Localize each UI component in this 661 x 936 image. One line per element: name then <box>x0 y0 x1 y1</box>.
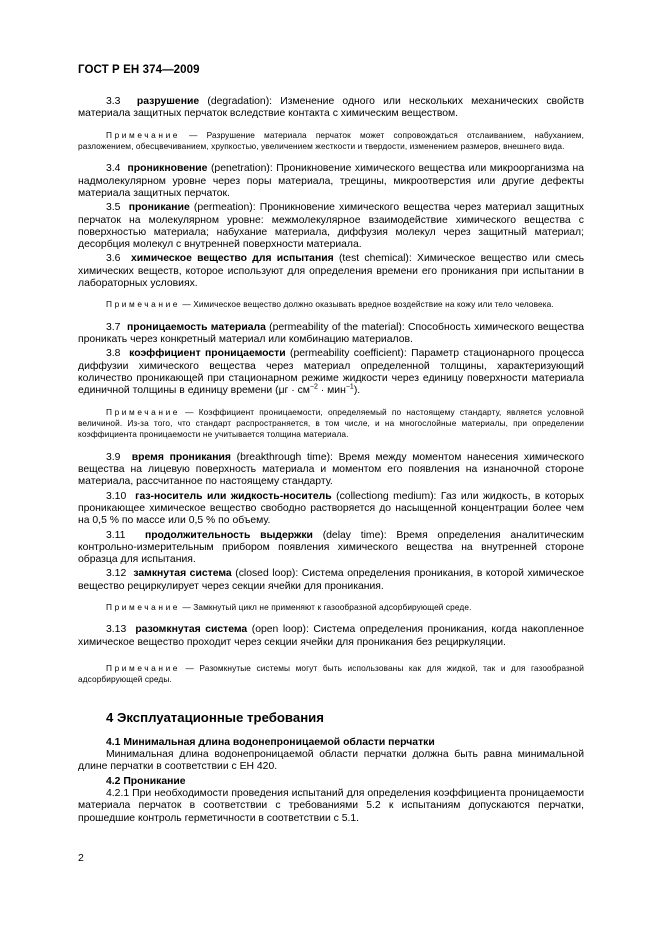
term: проницаемость материала <box>126 321 266 333</box>
note-text: — Химическое вещество должно оказывать вредное воздействие на кожу или тело человека. <box>180 299 554 310</box>
clause-number: 3.10 <box>106 490 127 502</box>
note-label: Примечание <box>106 129 181 140</box>
definition-text: (delay time): Время определения аналитическим контрольно-измерительным прибором появления химического вещества на внутренней стороне образца для испытания. <box>78 529 585 566</box>
definition-3-11 <box>78 530 584 567</box>
definition-3-7 <box>78 322 584 347</box>
clause-number: 3.4 <box>106 163 121 175</box>
note-text: — Разрушение материала перчаток может сопровождаться отслаиванием, набуханием, разложением, обесцвечиванием, хрупкостью, увеличением жесткости и твердости, изменением размеров, внешнего вида. <box>78 129 584 151</box>
note-test-chemical <box>78 299 584 310</box>
section-4-heading: 4 Эксплуатационные требования <box>106 709 324 725</box>
definition-3-12 <box>78 568 584 593</box>
term: время проникания <box>131 451 231 463</box>
definition-3-9 <box>78 452 584 489</box>
term: разомкнутая система <box>135 624 248 636</box>
exponent: −1 <box>345 383 354 391</box>
definition-text: (permeability of the material): Способность химического вещества проникать через конкретный материал или комбинацию материалов. <box>78 321 584 346</box>
term: замкнутая система <box>133 568 232 580</box>
term: продолжительность выдержки <box>144 529 313 541</box>
note-label: Примечание <box>106 602 181 613</box>
definition-text: (open loop): Система определения проникания, когда накопленное химическое вещество проходит через секции ячейки для проникания без рециркуляции. <box>78 624 585 648</box>
note-closed-loop <box>78 602 584 613</box>
clause-number: 3.11 <box>106 529 126 541</box>
page-body <box>78 96 584 827</box>
note-text: — Замкнутый цикл не применяют к газообразной адсорбирующей среде. <box>180 602 472 613</box>
exponent: −2 <box>309 383 318 391</box>
clause-4-2-1-text: 4.2.1 При необходимости проведения испытаний для определения коэффициента проницаемости материала перчаток в соответствии с требованиями 5.2 к испытаниям допускаются перчатки, прошедшие контроль герметичности в соответствии с 5.1. <box>78 788 584 824</box>
term: коэффициент проницаемости <box>129 348 286 360</box>
term: проникание <box>128 202 190 214</box>
definition-3-10 <box>78 491 584 528</box>
definition-text: (degradation): Изменение одного или нескольких механических свойств материала защитных перчаток вследствие контакта с химическим веществом. <box>78 96 584 120</box>
definition-text-cont: · мин <box>317 385 346 397</box>
note-text: — Разомкнутые системы могут быть использованы как для жидкой, так и для газообразной адсорбирующей среды. <box>78 663 584 685</box>
subsection-4-1-title: 4.1 Минимальная длина водонепроницаемой области перчатки <box>106 736 435 748</box>
clause-number: 3.5 <box>106 202 121 214</box>
clause-number: 3.12 <box>106 568 127 580</box>
clause-number: 3.13 <box>106 624 127 636</box>
page-number: 2 <box>78 852 84 864</box>
definition-3-13 <box>78 624 584 649</box>
definition-text: (closed loop): Система определения проникания, в которой химическое вещество рециркулирует через секции ячейки для проникания. <box>78 568 585 592</box>
definition-text: (breakthrough time): Время между моментом нанесения химического вещества на лицевую поверхность материала и моментом его появления на изнаночной стороне материала, рассчитанное по настоящему стандарту. <box>78 451 584 488</box>
clause-number: 3.3 <box>106 96 121 107</box>
definition-text: (collectiong medium): Газ или жидкость, в которых проникающее химическое вещество свободно растворяется до насыщенной концентрации более чем на 0,5 % по массе или 0,5 % по объему. <box>78 490 584 527</box>
subsection-4-1-text: Минимальная длина водонепроницаемой области перчатки должна быть равна минимальной длине перчатки в соответствии с ЕН 420. <box>78 749 584 773</box>
page-header-standard-title: ГОСТ Р ЕН 374—2009 <box>78 64 200 76</box>
note-label: Примечание <box>106 299 181 310</box>
term: проникновение <box>127 163 208 175</box>
clause-number: 3.7 <box>106 321 121 333</box>
note-open-loop <box>78 663 584 686</box>
note-label: Примечание <box>106 663 181 674</box>
clause-number: 3.9 <box>106 451 121 463</box>
definition-3-3 <box>78 96 584 121</box>
clause-number: 3.8 <box>106 348 121 360</box>
definition-text: (penetration): Проникновение химического вещества или микроорганизма на надмолекулярном уровне через поры материала, трещины, микроотверстия или другие дефекты материала защитных перчаток. <box>78 163 585 199</box>
definition-3-5 <box>78 202 584 251</box>
note-permeability-coefficient <box>78 407 584 441</box>
term: газ-носитель или жидкость-носитель <box>135 490 332 502</box>
note-label: Примечание <box>106 406 181 417</box>
definition-text: (permeation): Проникновение химического вещества через материал защитных перчаток на молекулярном уровне: межмолекулярное взаимодействие химического вещества с поверхностью материала; набухание материала, диффузия молекул через защитный материал; десорбция молекул с внутренней поверхности материала. <box>78 202 584 251</box>
definition-text: (test chemical): Химическое вещество или смесь химических веществ, которое используют для определения времени его проникания при испытании в лабораторных условиях. <box>78 253 585 290</box>
definition-3-6 <box>78 253 584 290</box>
note-degradation <box>78 130 584 153</box>
definition-text: (permeability coefficient): Параметр стационарного процесса диффузии химического вещества через материал определенной толщины, характеризующий количество проникающей при стационарном режиме жидкости через единицу поверхности материала единичной толщины в единицу времени (μг · см <box>78 348 585 397</box>
definition-3-8 <box>78 348 584 397</box>
term: разрушение <box>136 96 200 107</box>
clause-number: 3.6 <box>106 253 121 265</box>
note-text: — Коэффициент проницаемости, определяемый по настоящему стандарту, является условной величиной. Из-за того, что стандарт распространяется, в том числе, и на многослойные материалы, при определении коэффициента проницаемости не учитывается толщина материала. <box>78 406 584 440</box>
term: химическое вещество для испытания <box>130 253 334 265</box>
definition-text-end: ). <box>353 385 361 397</box>
definition-3-4 <box>78 163 584 200</box>
subsection-4-2-title: 4.2 Проникание <box>106 775 186 787</box>
